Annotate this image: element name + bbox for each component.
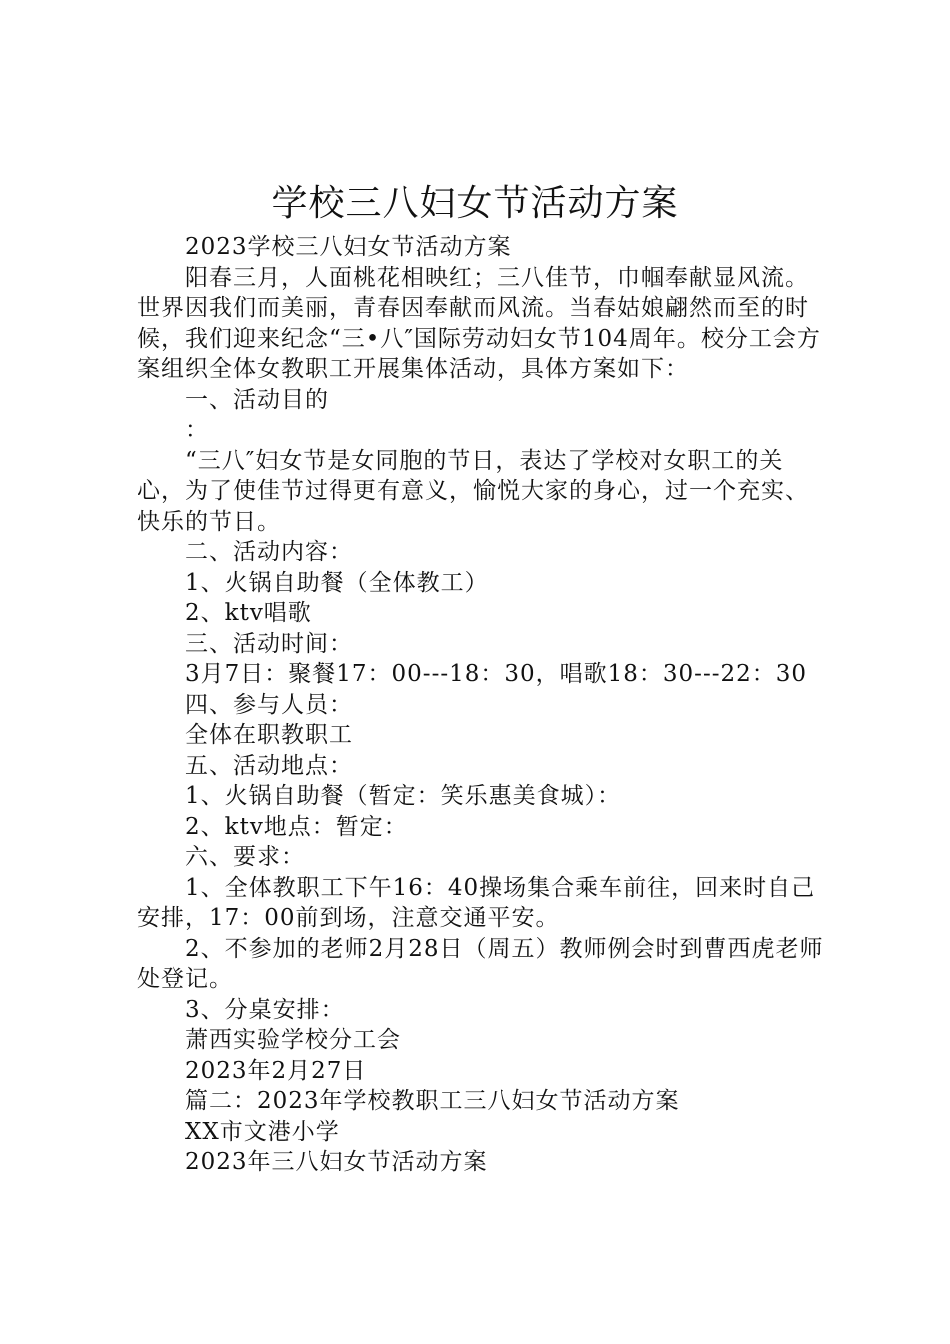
list-item: 1、全体教职工下午16：40操场集合乘车前往，回来时自己安排，17：00前到场，注意交通平安。 (137, 874, 816, 931)
paragraph: XX市文港小学 (185, 1118, 340, 1145)
section-heading: 三、活动时间： (185, 630, 353, 657)
list-item: 1、火锅自助餐（全体教工） (185, 569, 489, 596)
paragraph: 2023学校三八妇女节活动方案 (185, 234, 512, 260)
list-item: 3、分桌安排： (185, 996, 345, 1023)
list-item: 2、ktv唱歌 (185, 600, 312, 626)
signature-date: 2023年2月27日 (185, 1057, 367, 1084)
document-title: 学校三八妇女节活动方案 (271, 183, 679, 224)
paragraph: ： (185, 417, 209, 443)
paragraph: 全体在职教职工 (185, 722, 353, 748)
list-item: 2、ktv地点：暂定： (185, 813, 408, 840)
section-heading: 五、活动地点： (185, 752, 353, 779)
signature-organization: 萧西实验学校分工会 (185, 1027, 401, 1053)
section-heading: 篇二：2023年学校教职工三八妇女节活动方案 (185, 1088, 680, 1114)
section-heading: 六、要求： (185, 844, 305, 870)
list-item: 2、不参加的老师2月28日（周五）教师例会时到曹西虎老师处登记。 (137, 935, 824, 992)
paragraph: “三八″妇女节是女同胞的节日，表达了学校对女职工的关心，为了使佳节过得更有意义，愉悦大家的身心，过一个充实、快乐的节日。 (137, 447, 809, 535)
paragraph: 阳春三月，人面桃花相映红；三八佳节，巾帼奉献显风流。世界因我们而美丽，青春因奉献而风流。当春姑娘翩然而至的时候，我们迎来纪念“三•八″国际劳动妇女节104周年。校分工会方案组织全体女教职工开展集体活动，具体方案如下： (137, 264, 821, 382)
paragraph: 2023年三八妇女节活动方案 (185, 1149, 488, 1175)
list-item: 1、火锅自助餐（暂定：笑乐惠美食城）： (185, 783, 622, 809)
section-heading: 四、参与人员： (185, 691, 353, 718)
section-heading: 一、活动目的 (185, 386, 329, 413)
paragraph: 3月7日：聚餐17：00---18：30，唱歌18：30---22：30 (185, 661, 808, 687)
document-body (137, 232, 827, 1178)
section-heading: 二、活动内容： (185, 539, 353, 565)
